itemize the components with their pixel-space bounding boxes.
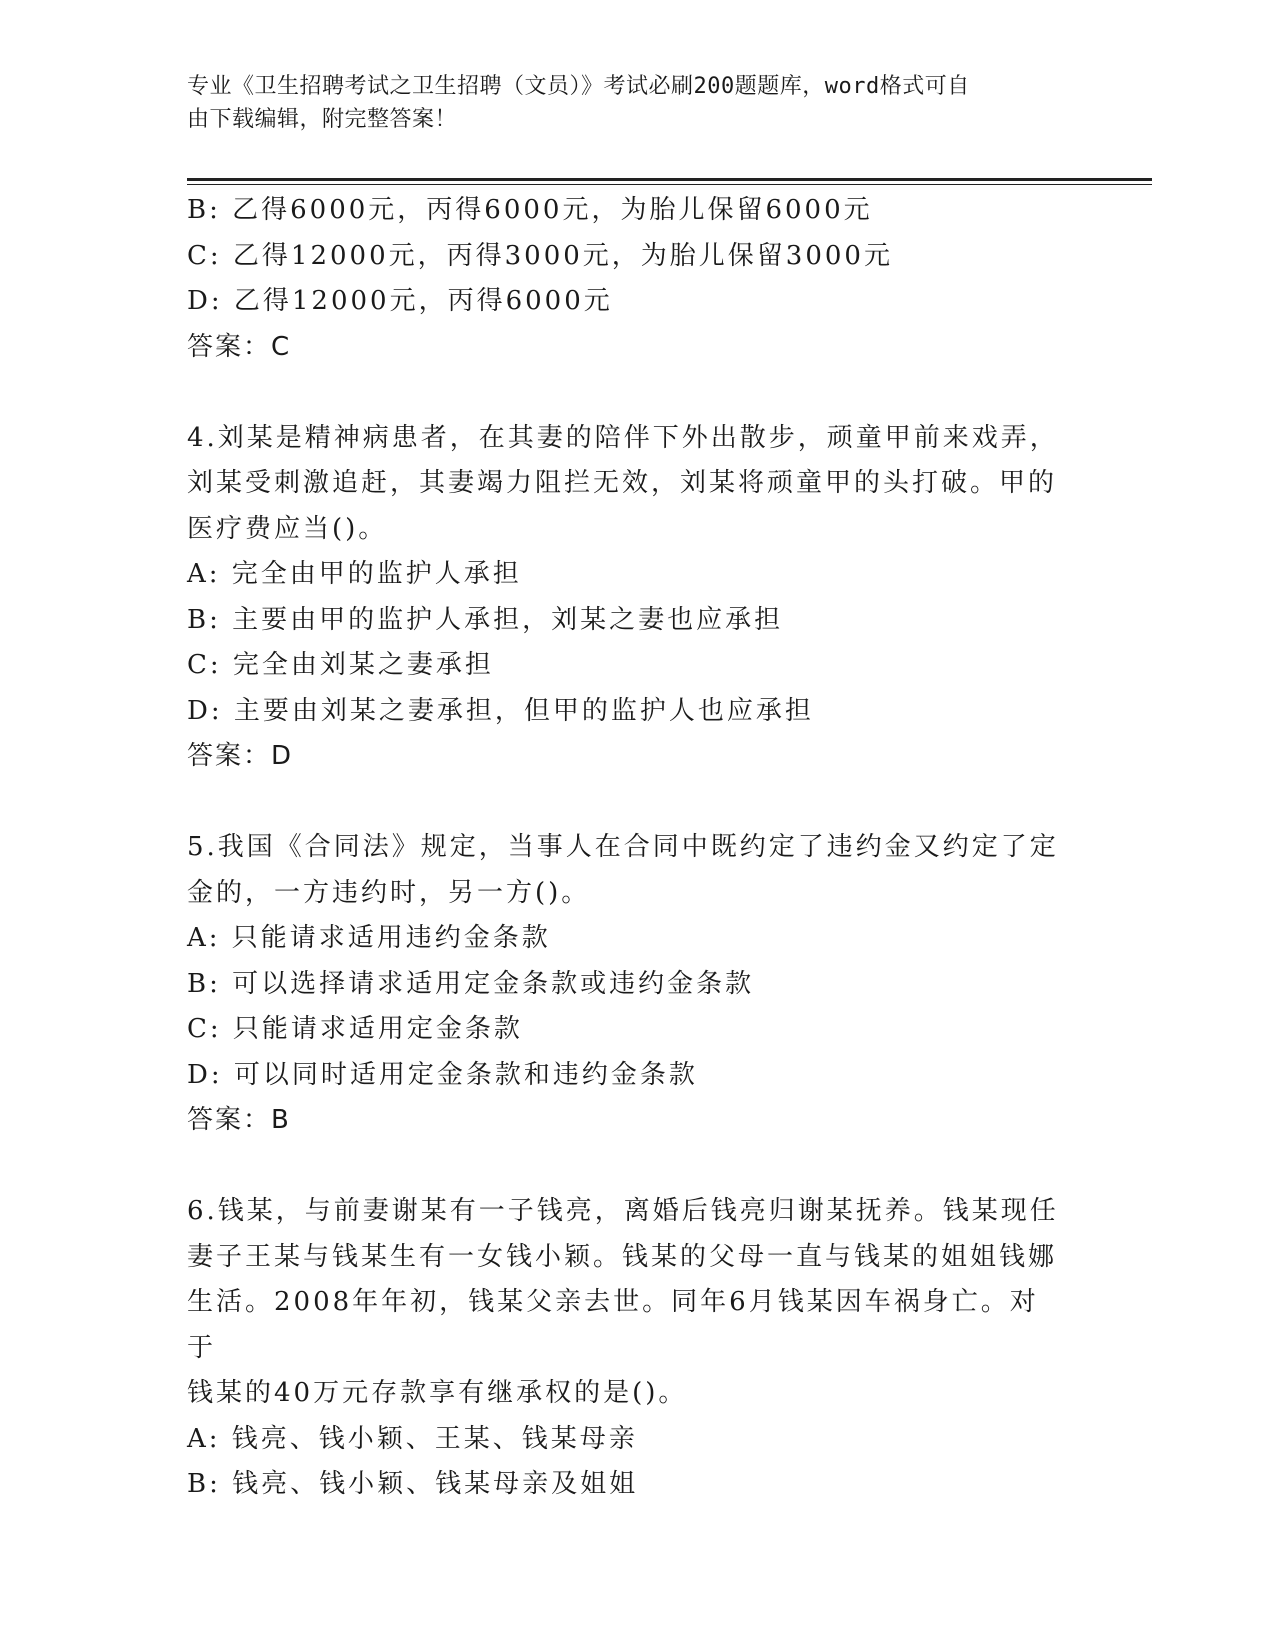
document-header	[187, 70, 1067, 136]
q4-option-c: C: 完全由刘某之妻承担	[187, 650, 494, 680]
q3-option-b: B: 乙得6000元，丙得6000元，为胎儿保留6000元	[187, 195, 873, 225]
spacer	[187, 1144, 1067, 1190]
q6-stem-line-4: 钱某的40万元存款享有继承权的是()。	[187, 1378, 688, 1408]
q4-option-b: B: 主要由甲的监护人承担，刘某之妻也应承担	[187, 604, 784, 635]
q4-option-d: D: 主要由刘某之妻承担，但甲的监护人也应承担	[187, 695, 814, 726]
header-divider-thick	[187, 178, 1152, 181]
q5-stem-line-2: 金的，一方违约时，另一方()。	[187, 877, 591, 908]
q4-answer: 答案：D	[187, 741, 294, 771]
header-divider-thin	[187, 184, 1152, 185]
q6-stem-line-2: 妻子王某与钱某生有一女钱小颖。钱某的父母一直与钱某的姐姐钱娜	[187, 1241, 1058, 1272]
q3-option-d: D: 乙得12000元，丙得6000元	[187, 286, 613, 316]
q6-stem-line-3: 生活。2008年年初，钱某父亲去世。同年6月钱某因车祸身亡。对于	[187, 1287, 1039, 1363]
q5-answer: 答案：B	[187, 1105, 291, 1135]
header-line-2: 由下载编辑，附完整答案！	[187, 107, 458, 132]
q5-stem-line-1: 5.我国《合同法》规定，当事人在合同中既约定了违约金又约定了定	[187, 832, 1059, 862]
q4-stem-line-1: 4.刘某是精神病患者，在其妻的陪伴下外出散步，顽童甲前来戏弄，	[187, 422, 1059, 453]
header-line-1: 专业《卫生招聘考试之卫生招聘（文员）》考试必刷200题题库，word格式可自	[187, 74, 970, 99]
q4-option-a: A: 完全由甲的监护人承担	[187, 559, 522, 589]
q6-stem-line-1: 6.钱某，与前妻谢某有一子钱亮，离婚后钱亮归谢某抚养。钱某现任	[187, 1196, 1059, 1226]
q6-option-a: A: 钱亮、钱小颖、王某、钱某母亲	[187, 1423, 638, 1454]
q5-option-d: D: 可以同时适用定金条款和违约金条款	[187, 1059, 698, 1090]
question-4	[187, 416, 1067, 780]
spacer	[187, 780, 1067, 826]
q3-option-c: C: 乙得12000元，丙得3000元，为胎儿保留3000元	[187, 240, 893, 271]
document-body	[187, 188, 1067, 1508]
spacer	[187, 370, 1067, 416]
question-3-continuation	[187, 188, 1067, 370]
q5-option-b: B: 可以选择请求适用定金条款或违约金条款	[187, 968, 755, 999]
q4-stem-line-3: 医疗费应当()。	[187, 513, 388, 544]
q6-option-b: B: 钱亮、钱小颖、钱某母亲及姐姐	[187, 1469, 639, 1499]
q4-stem-line-2: 刘某受刺激追赶，其妻竭力阻拦无效，刘某将顽童甲的头打破。甲的	[187, 468, 1058, 498]
q5-option-a: A: 只能请求适用违约金条款	[187, 923, 551, 953]
question-5	[187, 825, 1067, 1144]
question-6	[187, 1189, 1067, 1508]
q3-answer: 答案：C	[187, 331, 292, 362]
q5-option-c: C: 只能请求适用定金条款	[187, 1014, 523, 1044]
